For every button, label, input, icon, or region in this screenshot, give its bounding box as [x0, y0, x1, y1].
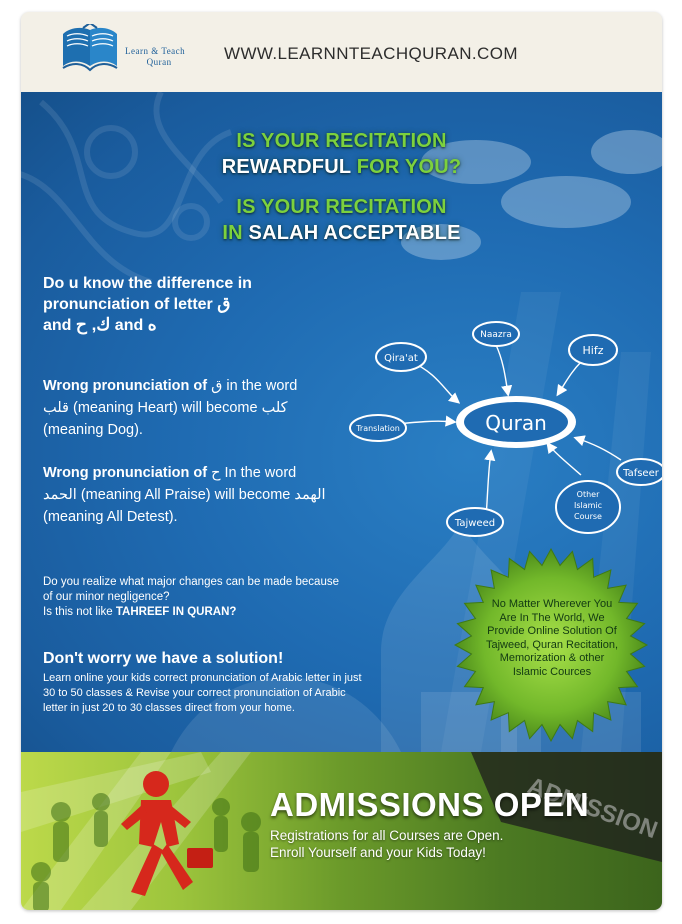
wrong2-meaning: (meaning All Praise) will become — [80, 487, 291, 503]
realize-line3-wrap — [43, 605, 373, 620]
wrong1-letter: ق — [211, 378, 223, 394]
solution-text: Learn online your kids correct pronunciation of Arabic letter in just 30 to 50 classes & Revise your correct pronunciation of Arabic letter in just 20 to 30 classes direct from your home. — [43, 672, 362, 714]
question-and2: and — [114, 317, 144, 334]
wrong1-word2: كلب — [261, 400, 288, 416]
header-scallop-edge — [21, 88, 662, 94]
briefcase-icon — [187, 848, 213, 868]
node-tajweed-label: Tajweed — [454, 518, 496, 529]
wrong1-meaning2: (meaning Dog). — [43, 422, 143, 438]
node-hifz-label: Hifz — [582, 344, 604, 357]
logo-line1: Learn & Teach — [125, 46, 186, 56]
question-line2-wrap — [43, 294, 343, 315]
realize-line3-bold: TAHREEF IN QURAN? — [115, 606, 237, 618]
admissions-subtitle — [270, 827, 503, 861]
node-naazra-label: Naazra — [480, 330, 512, 340]
headline-4-white: SALAH ACCEPTABLE — [248, 222, 461, 244]
headline-2-green: FOR YOU? — [356, 156, 462, 178]
wrong1-word: قلب — [43, 400, 69, 416]
wrong2-rest: In the word — [224, 465, 297, 481]
node-tafseer-label: Tafseer — [623, 468, 659, 479]
logo-line2: Quran — [146, 57, 172, 67]
wrong1-rest: in the word — [226, 378, 298, 394]
logo — [61, 24, 191, 78]
wrong2-word: الحمد — [43, 487, 77, 503]
node-qiraat-label: Qira'at — [384, 353, 418, 364]
headline-1-text: IS YOUR RECITATION — [236, 130, 447, 152]
admissions-line2: Enroll Yourself and your Kids Today! — [270, 845, 486, 860]
banner-sign-text: ADMISSION — [523, 772, 661, 845]
logo-text — [125, 46, 185, 68]
solution-title: Don't worry we have a solution! — [43, 650, 284, 667]
blue-section — [21, 92, 662, 752]
letters-kaf-ha: ك, ح — [75, 315, 111, 334]
wrong2-meaning2: (meaning All Detest). — [43, 509, 178, 525]
node-other-label-2: Islamic — [573, 501, 603, 510]
node-other-label-1: Other — [576, 490, 600, 499]
header — [21, 12, 662, 92]
diagram-center-label: Quran — [485, 411, 547, 435]
admissions-title: ADMISSIONS OPEN — [270, 786, 590, 823]
question-and: and — [43, 317, 72, 334]
node-translation-label: Translation — [356, 424, 400, 433]
book-logo-icon — [61, 24, 119, 74]
headline-4-green: IN — [222, 222, 243, 244]
site-url[interactable]: WWW.LEARNNTEACHQURAN.COM — [224, 44, 518, 63]
wrong1-meaning: (meaning Heart) will become — [73, 400, 258, 416]
starburst-text: No Matter Wherever You Are In The World, We Provide Online Solution Of Tajweed, Quran Recitation, Memorization & other Islamic Cources — [485, 598, 619, 678]
headline-2 — [21, 156, 662, 179]
wrong2-word2: الهمد — [294, 487, 326, 503]
wrong2-label: Wrong pronunciation of — [43, 465, 208, 481]
headline-4 — [21, 222, 662, 245]
wrong-pronunciation-2 — [43, 462, 343, 528]
realize-line2: of our minor negligence? — [43, 591, 170, 603]
headline-3 — [21, 196, 662, 219]
headline-3-text: IS YOUR RECITATION — [236, 196, 447, 218]
headline-2-white: REWARDFUL — [221, 156, 351, 178]
letter-ha: ه — [147, 315, 157, 334]
wrong2-letter: ح — [211, 465, 221, 481]
admissions-line1: Registrations for all Courses are Open. — [270, 828, 504, 843]
wrong-pronunciation-1 — [43, 375, 343, 441]
realize-line3: Is this not like — [43, 606, 113, 618]
question-paragraph — [43, 274, 343, 336]
flyer-card — [21, 12, 662, 910]
wrong1-label: Wrong pronunciation of — [43, 378, 208, 394]
headline-1 — [21, 130, 662, 153]
quran-courses-diagram — [326, 312, 662, 542]
realize-line1: Do you realize what major changes can be made because — [43, 576, 339, 588]
question-line2: pronunciation of letter — [43, 296, 213, 313]
question-line3-wrap — [43, 315, 343, 336]
realize-paragraph — [43, 575, 373, 620]
question-line1: Do u know the difference in — [43, 275, 252, 292]
letter-qaf: ق — [217, 294, 231, 313]
node-other-label-3: Course — [574, 512, 602, 521]
